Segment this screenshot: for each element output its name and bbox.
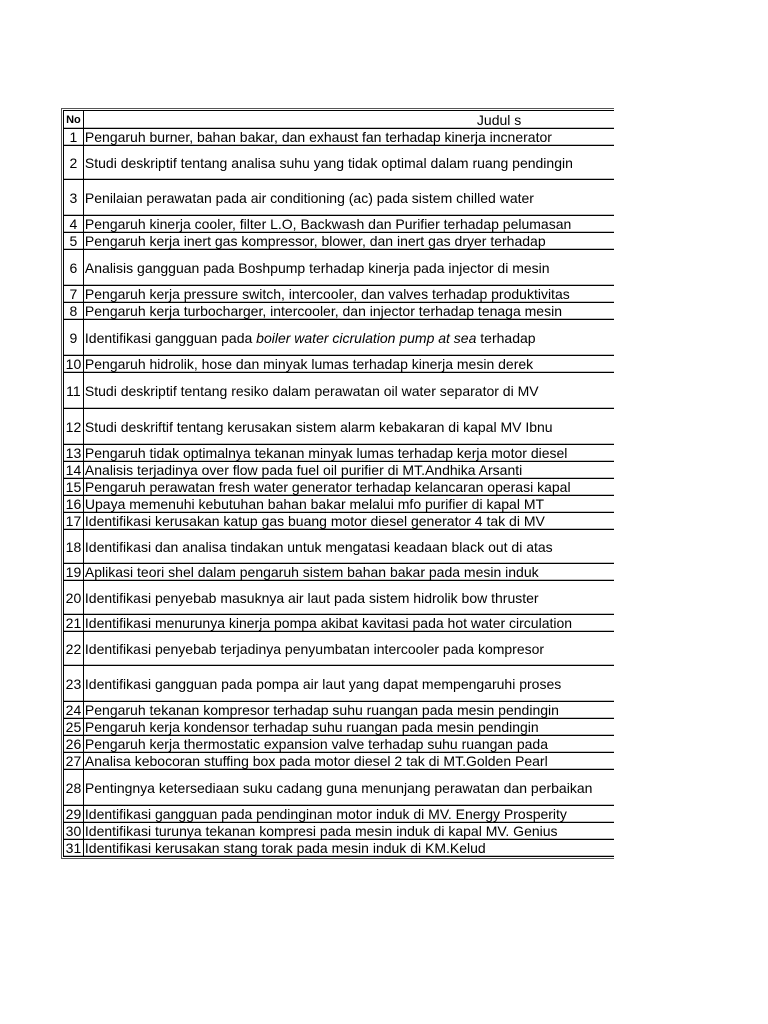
- thesis-title-italic-text: boiler water cicrulation pump at sea: [256, 329, 477, 346]
- thesis-title-cell[interactable]: Pengaruh kerja inert gas kompressor, blower, dan inert gas dryer terhadap: [83, 233, 614, 250]
- row-number-cell[interactable]: 27: [64, 753, 83, 770]
- thesis-title-text: terhadap: [476, 329, 536, 346]
- table-row[interactable]: [64, 666, 615, 702]
- thesis-title-cell[interactable]: Upaya memenuhi kebutuhan bahan bakar melalui mfo purifier di kapal MT: [83, 496, 614, 513]
- table-row[interactable]: [64, 581, 615, 615]
- thesis-title-table: [64, 111, 615, 857]
- table-row[interactable]: [64, 770, 615, 806]
- thesis-title-cell[interactable]: Identifikasi turunya tekanan kompresi pada mesin induk di kapal MV. Genius: [83, 823, 614, 840]
- table-row[interactable]: [64, 806, 615, 823]
- row-number-cell[interactable]: 8: [64, 303, 83, 320]
- table-row[interactable]: [64, 233, 615, 250]
- blank-area: [614, 108, 768, 948]
- table-row[interactable]: [64, 462, 615, 479]
- column-header-title: Judul s: [83, 111, 614, 129]
- thesis-title-cell[interactable]: Penilaian perawatan pada air conditioning (ac) pada sistem chilled water: [83, 180, 614, 216]
- table-row[interactable]: [64, 129, 615, 146]
- thesis-title-cell[interactable]: Pengaruh kinerja cooler, filter L.O, Backwash dan Purifier terhadap pelumasan: [83, 216, 614, 233]
- row-number-cell[interactable]: 25: [64, 719, 83, 736]
- table-row[interactable]: [64, 615, 615, 632]
- thesis-title-cell[interactable]: Analisis gangguan pada Boshpump terhadap kinerja pada injector di mesin: [83, 250, 614, 286]
- row-number-cell[interactable]: 1: [64, 129, 83, 146]
- row-number-cell[interactable]: 11: [64, 373, 83, 409]
- table-row[interactable]: [64, 719, 615, 736]
- table-row[interactable]: [64, 250, 615, 286]
- table-row[interactable]: [64, 530, 615, 564]
- row-number-cell[interactable]: 14: [64, 462, 83, 479]
- row-number-cell[interactable]: 13: [64, 445, 83, 462]
- table-row[interactable]: [64, 320, 615, 356]
- thesis-title-cell[interactable]: Identifikasi kerusakan stang torak pada mesin induk di KM.Kelud: [83, 840, 614, 857]
- row-number-cell[interactable]: 29: [64, 806, 83, 823]
- thesis-title-cell[interactable]: Identifikasi menurunya kinerja pompa akibat kavitasi pada hot water circulation: [83, 615, 614, 632]
- thesis-title-cell[interactable]: Pengaruh kerja turbocharger, intercooler, dan injector terhadap tenaga mesin: [83, 303, 614, 320]
- row-number-cell[interactable]: 16: [64, 496, 83, 513]
- table-header-row: [64, 111, 615, 129]
- row-number-cell[interactable]: 30: [64, 823, 83, 840]
- table-row[interactable]: [64, 146, 615, 180]
- thesis-title-cell[interactable]: Identifikasi penyebab masuknya air laut pada sistem hidrolik bow thruster: [83, 581, 614, 615]
- thesis-title-cell[interactable]: Identifikasi penyebab terjadinya penyumbatan intercooler pada kompresor: [83, 632, 614, 666]
- thesis-title-cell[interactable]: Identifikasi dan analisa tindakan untuk mengatasi keadaan black out di atas: [83, 530, 614, 564]
- table-row[interactable]: [64, 286, 615, 303]
- table-row[interactable]: [64, 409, 615, 445]
- thesis-title-cell[interactable]: Aplikasi teori shel dalam pengaruh sistem bahan bakar pada mesin induk: [83, 564, 614, 581]
- row-number-cell[interactable]: 7: [64, 286, 83, 303]
- row-number-cell[interactable]: 21: [64, 615, 83, 632]
- thesis-title-cell[interactable]: Studi deskriptif tentang analisa suhu yang tidak optimal dalam ruang pendingin: [83, 146, 614, 180]
- table-row[interactable]: [64, 445, 615, 462]
- row-number-cell[interactable]: 9: [64, 320, 83, 356]
- thesis-title-text: Identifikasi gangguan pada: [84, 329, 257, 346]
- table-row[interactable]: [64, 356, 615, 373]
- table-row[interactable]: [64, 479, 615, 496]
- row-number-cell[interactable]: 17: [64, 513, 83, 530]
- thesis-title-cell[interactable]: Pengaruh kerja thermostatic expansion valve terhadap suhu ruangan pada: [83, 736, 614, 753]
- table-row[interactable]: [64, 513, 615, 530]
- row-number-cell[interactable]: 18: [64, 530, 83, 564]
- table-body: [64, 129, 615, 857]
- thesis-title-cell[interactable]: Pengaruh kerja kondensor terhadap suhu ruangan pada mesin pendingin: [83, 719, 614, 736]
- thesis-title-cell[interactable]: Identifikasi gangguan pada pendinginan motor induk di MV. Energy Prosperity: [83, 806, 614, 823]
- thesis-title-cell[interactable]: Identifikasi kerusakan katup gas buang motor diesel generator 4 tak di MV: [83, 513, 614, 530]
- table-row[interactable]: [64, 840, 615, 857]
- thesis-title-cell[interactable]: Analisa kebocoran stuffing box pada motor diesel 2 tak di MT.Golden Pearl: [83, 753, 614, 770]
- table-row[interactable]: [64, 823, 615, 840]
- row-number-cell[interactable]: 23: [64, 666, 83, 702]
- row-number-cell[interactable]: 28: [64, 770, 83, 806]
- thesis-title-cell[interactable]: [83, 320, 614, 356]
- thesis-title-cell[interactable]: Pengaruh burner, bahan bakar, dan exhaust fan terhadap kinerja incnerator: [83, 129, 614, 146]
- table-row[interactable]: [64, 632, 615, 666]
- row-number-cell[interactable]: 10: [64, 356, 83, 373]
- thesis-title-cell[interactable]: Identifikasi gangguan pada pompa air laut yang dapat mempengaruhi proses: [83, 666, 614, 702]
- column-header-no: No: [64, 111, 83, 129]
- thesis-title-cell[interactable]: Pengaruh tekanan kompresor terhadap suhu ruangan pada mesin pendingin: [83, 702, 614, 719]
- table-row[interactable]: [64, 702, 615, 719]
- table-row[interactable]: [64, 180, 615, 216]
- row-number-cell[interactable]: 20: [64, 581, 83, 615]
- thesis-title-cell[interactable]: Pengaruh tidak optimalnya tekanan minyak lumas terhadap kerja motor diesel: [83, 445, 614, 462]
- thesis-title-cell[interactable]: Analisis terjadinya over flow pada fuel oil purifier di MT.Andhika Arsanti: [83, 462, 614, 479]
- row-number-cell[interactable]: 22: [64, 632, 83, 666]
- row-number-cell[interactable]: 6: [64, 250, 83, 286]
- thesis-title-cell[interactable]: Pengaruh perawatan fresh water generator terhadap kelancaran operasi kapal: [83, 479, 614, 496]
- row-number-cell[interactable]: 26: [64, 736, 83, 753]
- table-row[interactable]: [64, 303, 615, 320]
- row-number-cell[interactable]: 4: [64, 216, 83, 233]
- row-number-cell[interactable]: 15: [64, 479, 83, 496]
- thesis-title-cell[interactable]: Studi deskriftif tentang kerusakan sistem alarm kebakaran di kapal MV Ibnu: [83, 409, 614, 445]
- thesis-title-cell[interactable]: Pentingnya ketersediaan suku cadang guna menunjang perawatan dan perbaikan: [83, 770, 614, 806]
- table-row[interactable]: [64, 736, 615, 753]
- thesis-title-table-frame: [63, 110, 615, 857]
- row-number-cell[interactable]: 5: [64, 233, 83, 250]
- row-number-cell[interactable]: 24: [64, 702, 83, 719]
- row-number-cell[interactable]: 19: [64, 564, 83, 581]
- row-number-cell[interactable]: 12: [64, 409, 83, 445]
- row-number-cell[interactable]: 2: [64, 146, 83, 180]
- table-row[interactable]: [64, 753, 615, 770]
- table-row[interactable]: [64, 564, 615, 581]
- table-row[interactable]: [64, 373, 615, 409]
- row-number-cell[interactable]: 31: [64, 840, 83, 857]
- thesis-title-cell[interactable]: Pengaruh kerja pressure switch, intercooler, dan valves terhadap produktivitas: [83, 286, 614, 303]
- thesis-title-cell[interactable]: Pengaruh hidrolik, hose dan minyak lumas terhadap kinerja mesin derek: [83, 356, 614, 373]
- thesis-title-cell[interactable]: Studi deskriptif tentang resiko dalam perawatan oil water separator di MV: [83, 373, 614, 409]
- table-row[interactable]: [64, 496, 615, 513]
- table-row[interactable]: [64, 216, 615, 233]
- row-number-cell[interactable]: 3: [64, 180, 83, 216]
